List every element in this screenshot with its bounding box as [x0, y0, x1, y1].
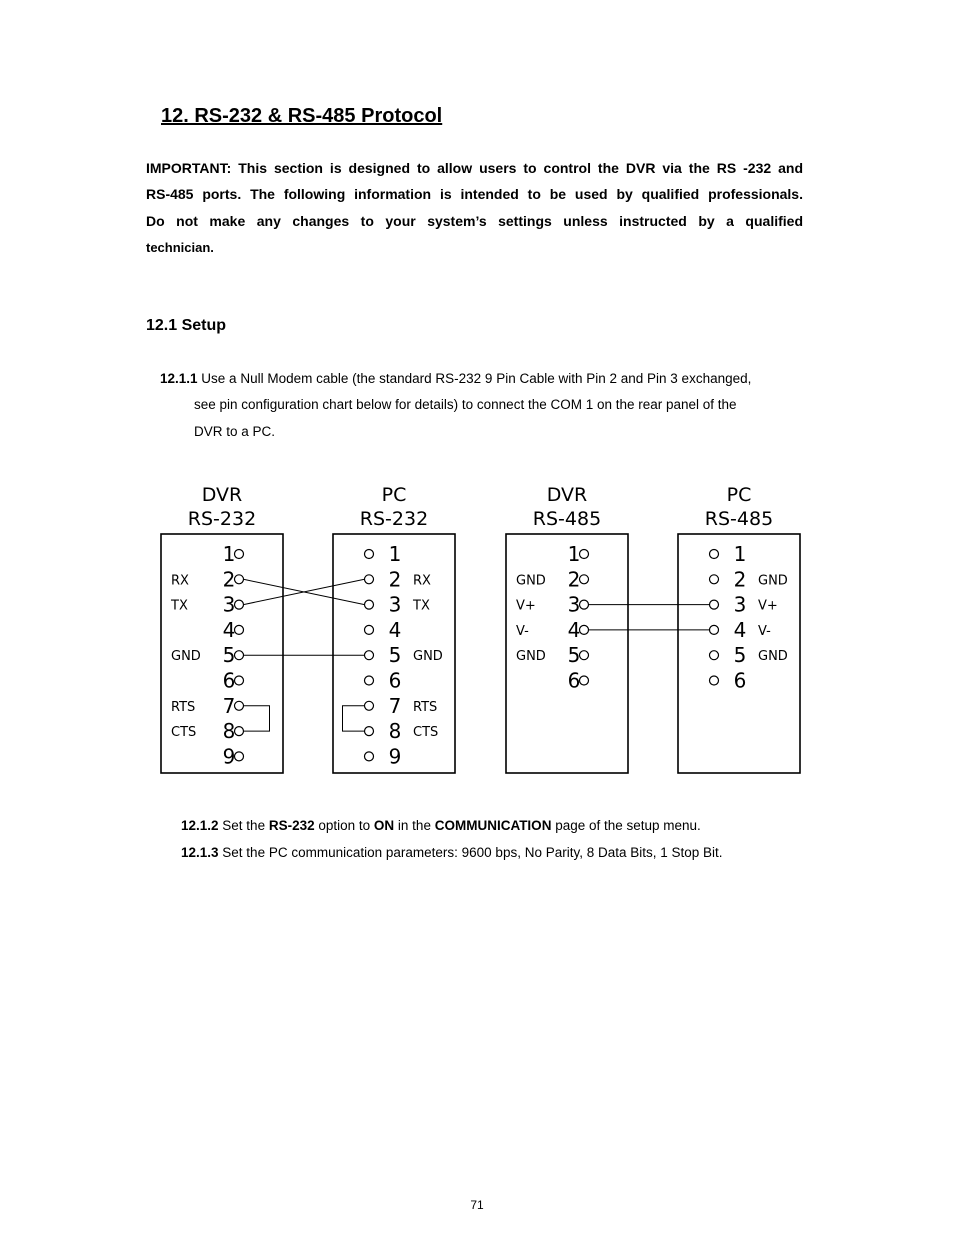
- pin-signal-label: V+: [516, 598, 536, 614]
- pin-number: 4: [567, 617, 581, 642]
- connector-title: DVR: [201, 484, 243, 506]
- pin-terminal: [365, 676, 374, 685]
- page-title: 12. RS-232 & RS-485 Protocol: [161, 105, 443, 127]
- pin-number: 6: [222, 668, 236, 693]
- dvr-rs485-connector: [506, 484, 628, 773]
- pin-number: 4: [222, 617, 236, 642]
- connector-title: DVR: [546, 484, 588, 506]
- pin-terminal: [580, 550, 589, 559]
- pin-number: 3: [222, 592, 236, 617]
- pin-number: 5: [222, 643, 236, 668]
- pin-signal-label: V-: [758, 623, 771, 639]
- dvr-rts-cts-loopback: [244, 706, 270, 731]
- pin-terminal: [710, 550, 719, 559]
- pin-signal-label: CTS: [171, 725, 197, 741]
- pin-terminal: [365, 600, 374, 609]
- pin-signal-label: GND: [171, 649, 201, 665]
- pin-signal-label: V-: [516, 623, 529, 639]
- pin-terminal: [365, 651, 374, 660]
- connector-subtitle: RS-485: [704, 508, 774, 530]
- pin-number: 2: [567, 567, 581, 592]
- important-note-line-1: IMPORTANT: This section is designed to allow users to control the DVR via the RS -232 and: [146, 160, 803, 176]
- pin-signal-label: RTS: [171, 699, 196, 715]
- step-number: 12.1.3: [181, 845, 219, 860]
- menu-page-name: COMMUNICATION: [434, 818, 552, 833]
- pin-number: 4: [388, 617, 402, 642]
- option-value: ON: [373, 818, 395, 833]
- pin-number: 6: [388, 668, 402, 693]
- step-3: 12.1.3 Set the PC communication parameters: 9600 bps, No Parity, 8 Data Bits, 1 Stop Bit.: [181, 845, 723, 860]
- pin-number: 2: [388, 567, 402, 592]
- pin-number: 2: [222, 567, 236, 592]
- pin-number: 3: [733, 592, 747, 617]
- connector-subtitle: RS-232: [359, 508, 429, 530]
- pin-number: 6: [567, 668, 581, 693]
- pin-terminal: [235, 701, 244, 710]
- pc-rs485-connector: [678, 484, 800, 773]
- pin-terminal: [580, 625, 589, 634]
- pin-signal-label: V+: [758, 598, 778, 614]
- pin-terminal: [365, 752, 374, 761]
- connector-title: PC: [726, 484, 752, 506]
- wiring: [244, 579, 710, 731]
- pin-signal-label: GND: [516, 573, 546, 589]
- pc-rs232-connector: [333, 484, 455, 773]
- step-1-line-2: see pin configuration chart below for details) to connect the COM 1 on the rear panel of the: [194, 397, 737, 412]
- connector-title: PC: [381, 484, 407, 506]
- pin-signal-label: RX: [413, 573, 431, 589]
- page-number: 71: [470, 1198, 484, 1212]
- pin-number: 9: [388, 744, 402, 769]
- pin-terminal: [580, 600, 589, 609]
- section-heading: 12.1 Setup: [146, 317, 227, 334]
- pin-signal-label: RX: [171, 573, 189, 589]
- pin-terminal: [710, 676, 719, 685]
- pin-terminal: [365, 550, 374, 559]
- pin-terminal: [580, 651, 589, 660]
- dvr-rs232-connector: [161, 484, 283, 773]
- pin-signal-label: GND: [758, 649, 788, 665]
- pin-signal-label: CTS: [413, 725, 439, 741]
- pin-number: 7: [388, 693, 402, 718]
- pin-signal-label: RTS: [413, 699, 438, 715]
- pin-number: 5: [388, 643, 402, 668]
- connector-subtitle: RS-485: [532, 508, 602, 530]
- pin-terminal: [365, 701, 374, 710]
- pin-number: 5: [567, 643, 581, 668]
- important-note-line-2: RS-485 ports. The following information is intended to be used by qualified professionals.: [146, 186, 803, 202]
- pin-number: 2: [733, 567, 747, 592]
- pin-terminal: [365, 625, 374, 634]
- pin-number: 8: [388, 719, 402, 744]
- pin-number: 1: [733, 542, 747, 566]
- pin-signal-label: GND: [413, 649, 443, 665]
- pin-terminal: [235, 727, 244, 736]
- pin-terminal: [365, 727, 374, 736]
- pin-number: 5: [733, 643, 747, 668]
- pin-number: 1: [222, 542, 236, 566]
- pin-terminal: [235, 676, 244, 685]
- pin-terminal: [365, 575, 374, 584]
- step-1-line-1: 12.1.1 Use a Null Modem cable (the standard RS-232 9 Pin Cable with Pin 2 and Pin 3 exchanged,: [160, 371, 752, 386]
- pin-signal-label: GND: [516, 649, 546, 665]
- pin-terminal: [235, 575, 244, 584]
- pin-terminal: [235, 625, 244, 634]
- pc-rts-cts-loopback: [343, 706, 365, 731]
- pin-number: 9: [222, 744, 236, 769]
- important-note-line-3: Do not make any changes to your system’s settings unless instructed by a qualified: [146, 213, 803, 229]
- step-number: 12.1.2: [181, 818, 219, 833]
- pin-signal-label: TX: [413, 598, 430, 614]
- pin-number: 3: [567, 592, 581, 617]
- important-note-line-4: technician.: [146, 240, 214, 255]
- step-1-line-3: DVR to a PC.: [194, 424, 276, 439]
- pin-signal-label: TX: [171, 598, 188, 614]
- connector-subtitle: RS-232: [187, 508, 257, 530]
- pin-terminal: [710, 600, 719, 609]
- pin-terminal: [580, 575, 589, 584]
- pin-terminal: [235, 550, 244, 559]
- step-number: 12.1.1: [160, 371, 198, 386]
- pin-signal-label: GND: [758, 573, 788, 589]
- pin-terminal: [710, 651, 719, 660]
- pin-terminal: [580, 676, 589, 685]
- pin-number: 3: [388, 592, 402, 617]
- pin-number: 8: [222, 719, 236, 744]
- step-2: 12.1.2 Set the RS-232 option to ON in the COMMUNICATION page of the setup menu.: [181, 818, 701, 833]
- pin-terminal: [235, 651, 244, 660]
- pin-terminal: [710, 625, 719, 634]
- pin-terminal: [235, 600, 244, 609]
- pin-terminal: [235, 752, 244, 761]
- option-name: RS-232: [268, 818, 315, 833]
- pin-number: 4: [733, 617, 747, 642]
- pin-number: 1: [567, 542, 581, 566]
- pin-terminal: [710, 575, 719, 584]
- pin-number: 7: [222, 693, 236, 718]
- pin-configuration-diagram: [150, 478, 810, 778]
- pin-number: 1: [388, 542, 402, 566]
- pin-number: 6: [733, 668, 747, 693]
